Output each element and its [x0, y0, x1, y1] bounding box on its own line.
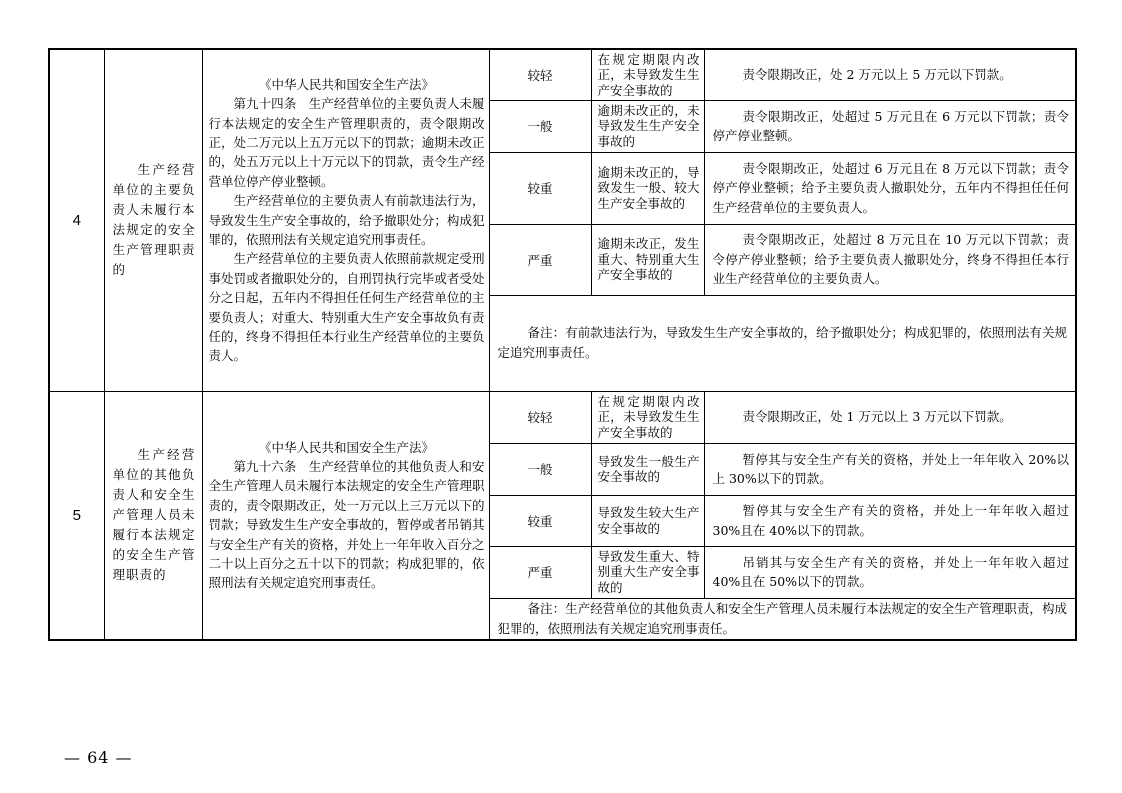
violation-item-text: 生产经营单位的其他负责人和安全生产管理人员未履行本法规定的安全生产管理职责的: [112, 447, 196, 583]
law-paragraph: 第九十六条 生产经营单位的其他负责人和安全生产管理人员未履行本法规定的安全生产管理职责的，责令限期改正，处一万元以上三万元以下的罚款；导致发生生产安全事故的，暂停或者吊销其与安全生产有关的资格，并处上一年年收入百分之二十以上百分之五十以下的罚款；构成犯罪的，依照刑法有关规定追究刑事责任。: [208, 459, 485, 591]
grade-condition: 逾期未改正，发生重大、特别重大生产安全事故的: [591, 224, 704, 295]
grade-level: 一般: [489, 100, 591, 152]
legal-basis: [202, 391, 489, 640]
grade-penalty-text: 责令限期改正，处超过 8 万元且在 10 万元以下罚款；责令停产停业整顿；给予主要负责人撤职处分，终身不得担任本行业生产经营单位的主要负责人。: [712, 232, 1069, 287]
grade-penalty: [704, 49, 1076, 100]
grade-level: 较轻: [489, 49, 591, 100]
grade-condition: 导致发生重大、特别重大生产安全事故的: [591, 546, 704, 598]
grade-penalty: [704, 224, 1076, 295]
grade-level: 较轻: [489, 391, 591, 443]
violation-item-text: 生产经营单位的主要负责人未履行本法规定的安全生产管理职责的: [112, 162, 196, 278]
grade-penalty: [704, 495, 1076, 546]
row-number: 4: [49, 49, 104, 391]
grade-condition: 逾期未改正的，导致发生一般、较大生产安全事故的: [591, 152, 704, 224]
law-paragraph: 生产经营单位的主要负责人依照前款规定受刑事处罚或者撤职处分的，自刑罚执行完毕或者受处分之日起，五年内不得担任任何生产经营单位的主要负责人；对重大、特别重大生产安全事故负有责任的，终身不得担任本行业生产经营单位的主要负责人。: [208, 251, 485, 364]
page-number: — 64 —: [64, 748, 133, 767]
grade-penalty: [704, 100, 1076, 152]
grade-condition: 导致发生一般生产安全事故的: [591, 443, 704, 495]
grade-level: 严重: [489, 546, 591, 598]
note-text: 备注：生产经营单位的其他负责人和安全生产管理人员未履行本法规定的安全生产管理职责，构成犯罪的，依照刑法有关规定追究刑事责任。: [497, 600, 1067, 636]
violation-item: [104, 391, 202, 640]
grade-penalty-text: 暂停其与安全生产有关的资格，并处上一年年收入超过30%且在 40%以下的罚款。: [712, 503, 1069, 538]
law-title: 《中华人民共和国安全生产法》: [258, 439, 434, 455]
law-title: 《中华人民共和国安全生产法》: [258, 76, 434, 92]
grade-condition: 导致发生较大生产安全事故的: [591, 495, 704, 546]
grade-level: 严重: [489, 224, 591, 295]
grade-condition: 在规定期限内改正，未导致发生生产安全事故的: [591, 49, 704, 100]
table-row-4-grade-1: [49, 49, 1076, 100]
grade-penalty: [704, 546, 1076, 598]
grade-penalty: [704, 152, 1076, 224]
note: [489, 598, 1076, 640]
grade-level: 一般: [489, 443, 591, 495]
table-row-5-grade-1: [49, 391, 1076, 443]
grade-penalty: [704, 443, 1076, 495]
violation-item: [104, 49, 202, 391]
grade-level: 较重: [489, 152, 591, 224]
penalty-table: [48, 48, 1077, 641]
grade-penalty-text: 责令限期改正，处超过 6 万元且在 8 万元以下罚款；责令停产停业整顿；给予主要负责人撤职处分，五年内不得担任任何生产经营单位的主要负责人。: [712, 160, 1069, 215]
grade-penalty: [704, 391, 1076, 443]
grade-level: 较重: [489, 495, 591, 546]
legal-basis: [202, 49, 489, 391]
law-paragraph: 第九十四条 生产经营单位的主要负责人未履行本法规定的安全生产管理职责的，责令限期改正，处二万元以上五万元以下的罚款；逾期未改正的，处五万元以上十万元以下的罚款，责令生产经营单位停产停业整顿。: [208, 96, 485, 189]
row-number: 5: [49, 391, 104, 640]
grade-penalty-text: 暂停其与安全生产有关的资格，并处上一年年收入 20%以上 30%以下的罚款。: [712, 451, 1069, 486]
grade-penalty-text: 责令限期改正，处 2 万元以上 5 万元以下罚款。: [742, 67, 1012, 82]
grade-condition: 在规定期限内改正，未导致发生生产安全事故的: [591, 391, 704, 443]
note-text: 备注：有前款违法行为，导致发生生产安全事故的，给予撤职处分；构成犯罪的，依照刑法有关规定追究刑事责任。: [497, 325, 1067, 360]
grade-penalty-text: 吊销其与安全生产有关的资格，并处上一年年收入超过40%且在 50%以下的罚款。: [712, 554, 1069, 589]
law-paragraph: 生产经营单位的主要负责人有前款违法行为，导致发生生产安全事故的，给予撤职处分；构成犯罪的，依照刑法有关规定追究刑事责任。: [208, 193, 485, 247]
grade-penalty-text: 责令限期改正，处超过 5 万元且在 6 万元以下罚款；责令停产停业整顿。: [712, 108, 1069, 143]
note: [489, 295, 1076, 391]
grade-penalty-text: 责令限期改正，处 1 万元以上 3 万元以下罚款。: [742, 409, 1012, 425]
grade-condition: 逾期未改正的，未导致发生生产安全事故的: [591, 100, 704, 152]
